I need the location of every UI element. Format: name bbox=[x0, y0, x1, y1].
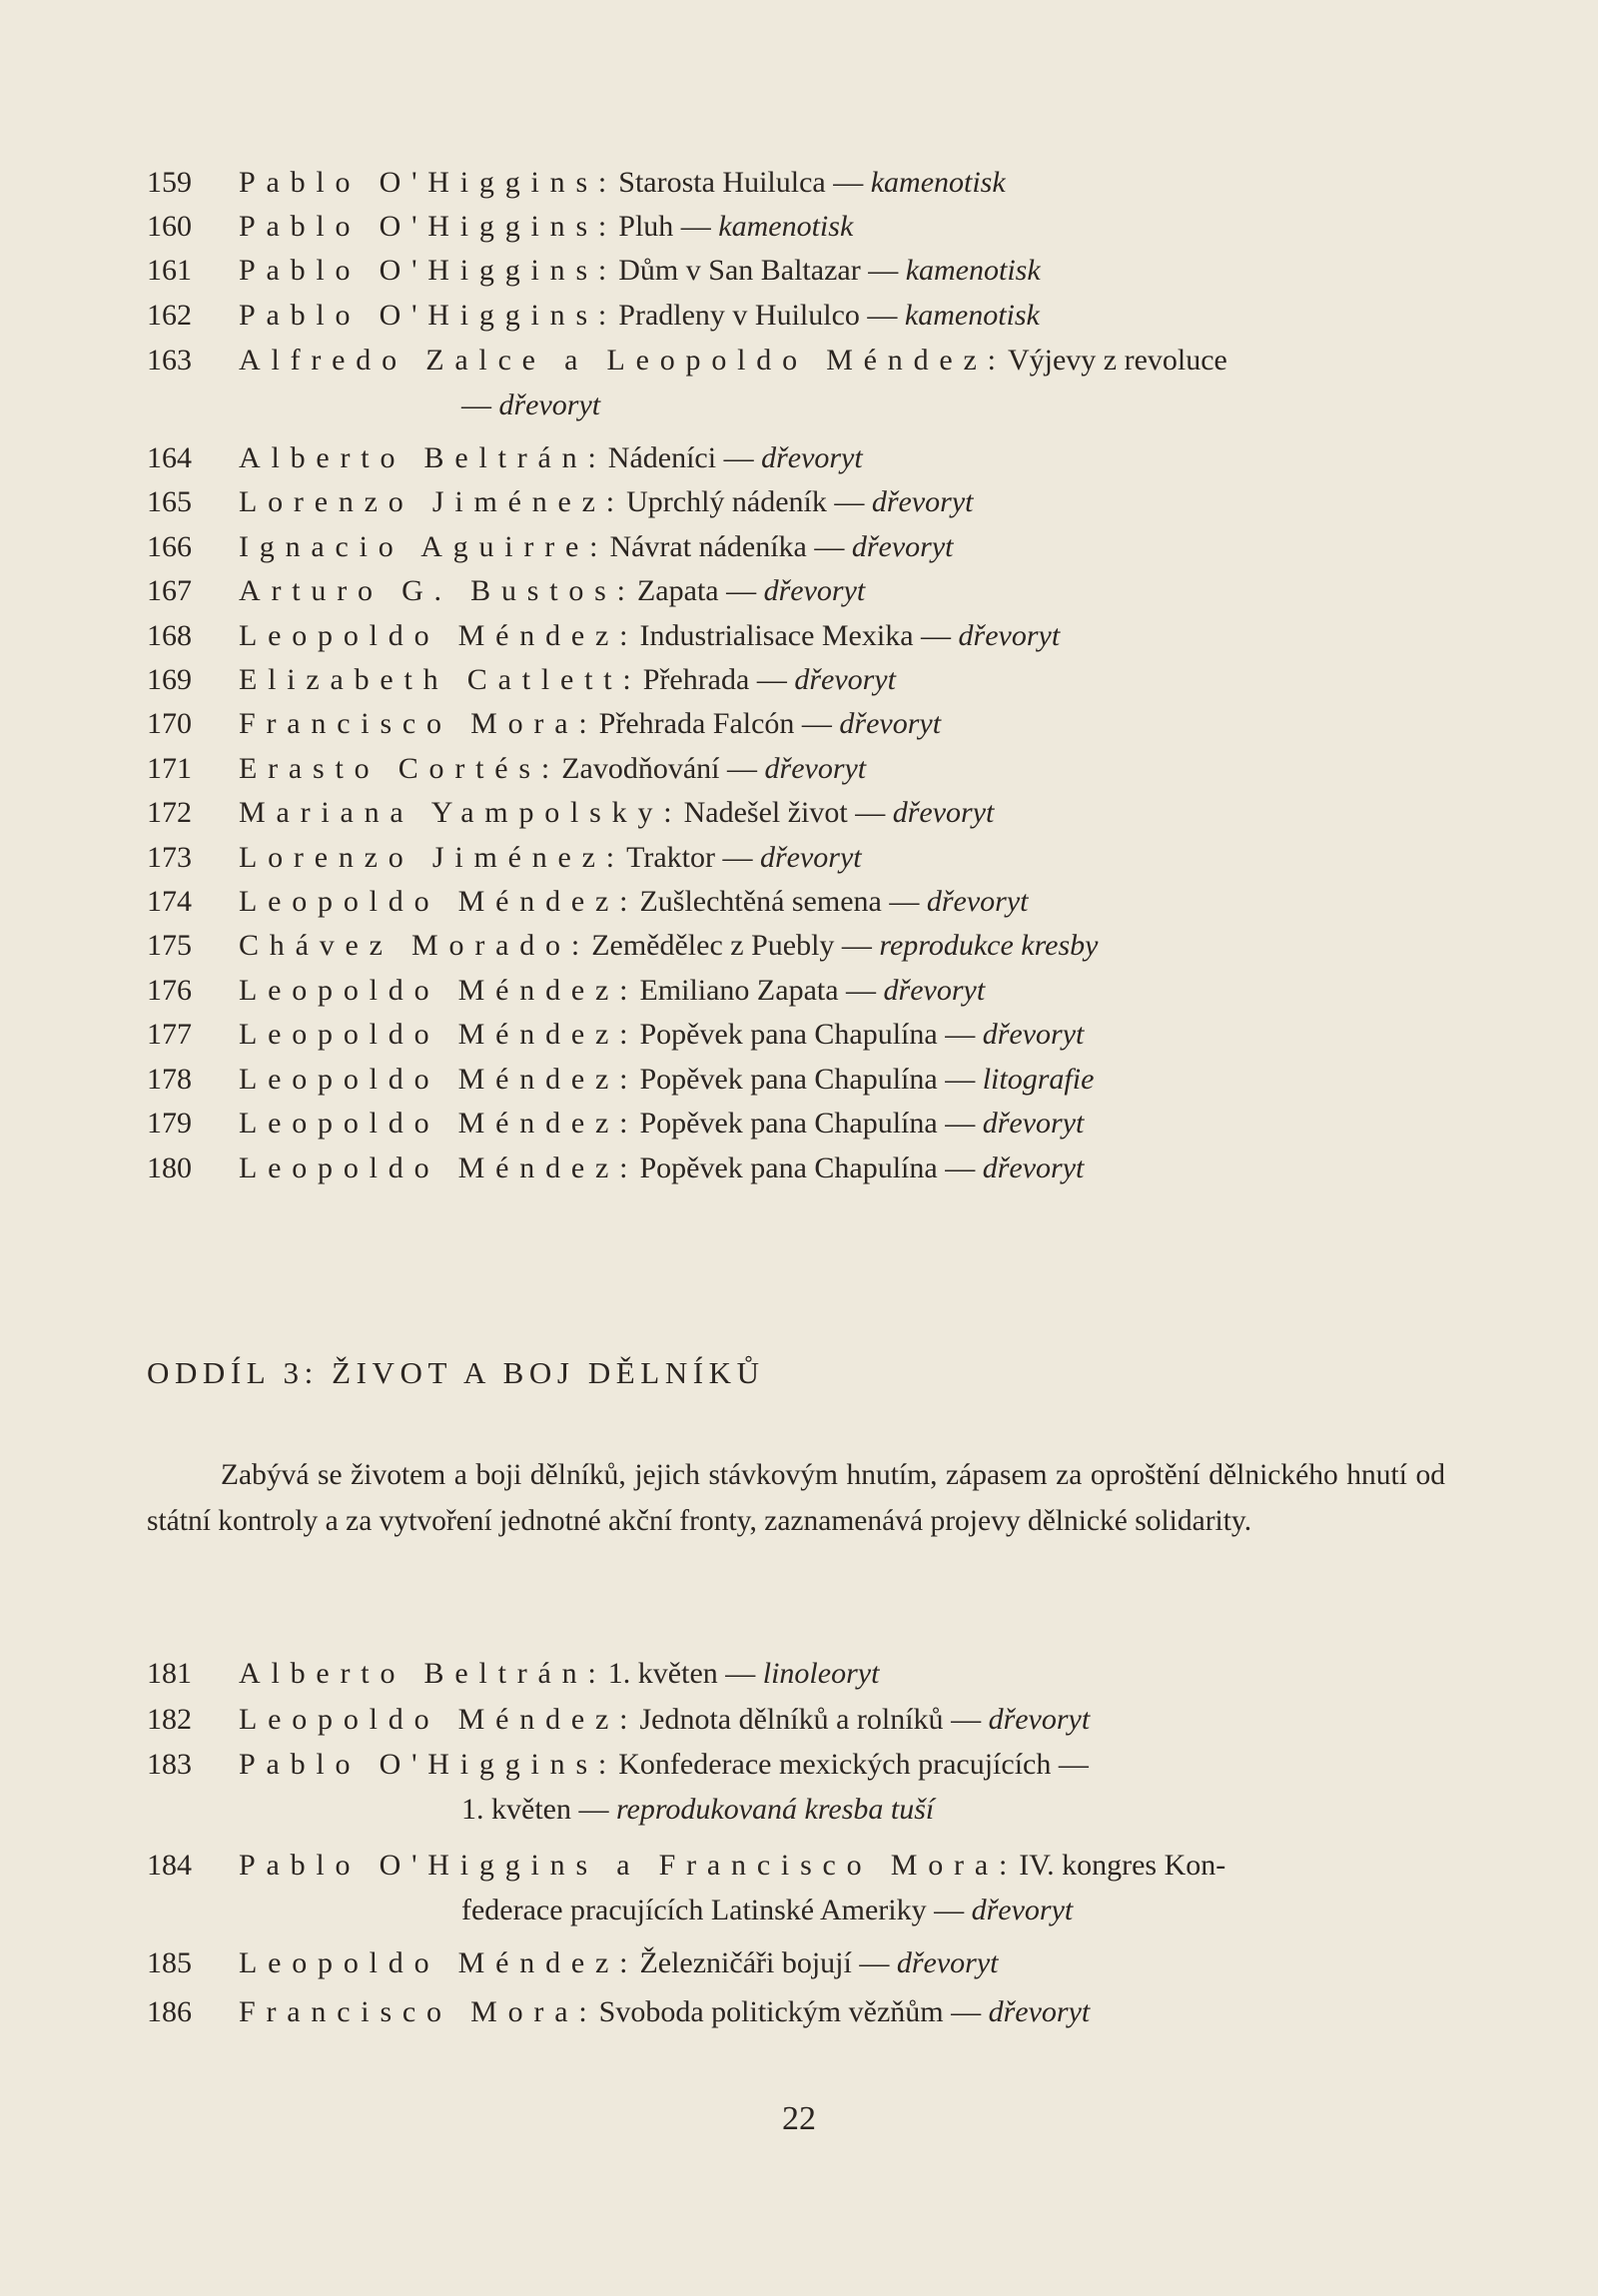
entry-author: Pablo O'Higgins bbox=[239, 210, 598, 243]
entry-author: Pablo O'Higgins bbox=[239, 1748, 598, 1781]
separator bbox=[919, 885, 927, 918]
dash: — bbox=[889, 885, 920, 918]
entry-number: 160 bbox=[147, 210, 192, 243]
entry-technique: kamenotisk bbox=[904, 299, 1040, 332]
entry-author: Pablo O'Higgins bbox=[239, 254, 598, 287]
catalogue-entry bbox=[147, 573, 865, 609]
entry-author: Leopoldo Méndez bbox=[239, 974, 620, 1007]
entry-title: Popěvek pana Chapulína bbox=[639, 1063, 938, 1096]
entry-title: Návrat nádeníka bbox=[609, 530, 807, 563]
entry-technique: kamenotisk bbox=[870, 166, 1006, 199]
entry-number: 177 bbox=[147, 1018, 192, 1051]
separator bbox=[914, 619, 922, 652]
catalogue-entry bbox=[147, 1656, 879, 1692]
entry-technique: dřevoryt bbox=[761, 441, 863, 474]
catalogue-entry bbox=[147, 529, 954, 565]
dash: — bbox=[727, 752, 758, 785]
entry-technique: dřevoryt bbox=[764, 752, 867, 785]
entry-title: Starosta Huilulca bbox=[618, 166, 826, 199]
catalogue-entry bbox=[147, 751, 866, 787]
entry-technique: dřevoryt bbox=[982, 1151, 1085, 1184]
entry-title: Přehrada bbox=[642, 663, 750, 696]
colon: : bbox=[597, 210, 607, 243]
catalogue-entry bbox=[147, 1017, 1084, 1053]
separator bbox=[794, 707, 802, 740]
dash: — bbox=[841, 929, 872, 962]
dash: — bbox=[868, 254, 899, 287]
dash: — bbox=[846, 974, 877, 1007]
separator bbox=[864, 485, 872, 518]
catalogue-entry bbox=[147, 1747, 1089, 1783]
colon: : bbox=[605, 841, 615, 874]
separator bbox=[964, 1894, 972, 1926]
entry-technique: dřevoryt bbox=[760, 841, 862, 874]
entry-author: Francisco Mora bbox=[239, 1995, 579, 2028]
colon: : bbox=[619, 619, 628, 652]
separator bbox=[927, 1894, 935, 1926]
entry-number: 185 bbox=[147, 1946, 192, 1979]
separator bbox=[719, 574, 727, 607]
colon: : bbox=[597, 299, 607, 332]
separator bbox=[981, 1703, 989, 1736]
entry-title-continued: 1. květen bbox=[461, 1793, 571, 1826]
entry-title: Výjevy z revoluce bbox=[1007, 344, 1227, 377]
separator bbox=[756, 574, 764, 607]
separator bbox=[981, 1995, 989, 2028]
entry-technique: dřevoryt bbox=[971, 1894, 1074, 1926]
catalogue-entry bbox=[147, 1994, 1090, 2030]
entry-title: Železničáři bojují bbox=[639, 1946, 852, 1979]
entry-number: 184 bbox=[147, 1849, 192, 1882]
dash: — bbox=[722, 841, 753, 874]
separator bbox=[844, 530, 852, 563]
colon: : bbox=[619, 1151, 628, 1184]
separator bbox=[975, 1107, 983, 1140]
dash: — bbox=[945, 1063, 976, 1096]
entry-author: Leopoldo Méndez bbox=[239, 1107, 620, 1140]
entry-number: 182 bbox=[147, 1703, 192, 1736]
colon: : bbox=[619, 1107, 628, 1140]
dash: — bbox=[726, 574, 757, 607]
catalogue-entry bbox=[147, 1106, 1084, 1142]
entry-technique: dřevoryt bbox=[982, 1107, 1085, 1140]
entry-technique: dřevoryt bbox=[896, 1946, 999, 1979]
separator bbox=[975, 1018, 983, 1051]
entry-technique: dřevoryt bbox=[498, 388, 601, 421]
entry-author: Leopoldo Méndez bbox=[239, 1018, 620, 1051]
separator bbox=[944, 1995, 952, 2028]
entry-number: 161 bbox=[147, 254, 192, 287]
colon: : bbox=[587, 441, 596, 474]
dash: — bbox=[945, 1151, 976, 1184]
entry-author: Alberto Beltrán bbox=[239, 441, 588, 474]
entry-title: Popěvek pana Chapulína bbox=[639, 1107, 938, 1140]
separator bbox=[720, 752, 728, 785]
entry-title: Popěvek pana Chapulína bbox=[639, 1151, 938, 1184]
entry-technique: dřevoryt bbox=[763, 574, 866, 607]
entry-author: Leopoldo Méndez bbox=[239, 1063, 620, 1096]
catalogue-entry bbox=[147, 706, 941, 742]
section-heading: ODDÍL 3: ŽIVOT A BOJ DĚLNÍKŮ bbox=[147, 1355, 765, 1390]
entry-number: 176 bbox=[147, 974, 192, 1007]
dash: — bbox=[814, 530, 845, 563]
colon: : bbox=[578, 707, 587, 740]
dash: — bbox=[723, 441, 754, 474]
entry-technique: kamenotisk bbox=[718, 210, 854, 243]
catalogue-entry bbox=[147, 484, 974, 520]
section-description: Zabývá se životem a boji dělníků, jejich stávkovým hnutím, zápasem za oproštění dělnického hnutí od státní kontroly a za vytvoření jednotné akční fronty, zaznamenává projevy dělnické solidarity. bbox=[147, 1459, 1445, 1537]
entry-author: Arturo G. Bustos bbox=[239, 574, 617, 607]
entry-title: Nadešel život bbox=[683, 796, 848, 829]
entry-author: Ignacio Aguirre bbox=[239, 530, 590, 563]
entry-author: Elizabeth Catlett bbox=[239, 663, 623, 696]
catalogue-entry bbox=[147, 840, 862, 876]
catalogue-entry bbox=[147, 795, 994, 831]
dash: — bbox=[756, 663, 787, 696]
entry-number: 169 bbox=[147, 663, 192, 696]
entry-title: Emiliano Zapata bbox=[639, 974, 839, 1007]
catalogue-entry bbox=[147, 1702, 1090, 1738]
catalogue-entry bbox=[147, 973, 985, 1009]
entry-number: 159 bbox=[147, 166, 192, 199]
entry-author: Mariana Yampolsky bbox=[239, 796, 664, 829]
entry-number: 175 bbox=[147, 929, 192, 962]
entry-title: Pradleny v Huilulco bbox=[618, 299, 860, 332]
entry-title: Industrialisace Mexika bbox=[639, 619, 914, 652]
dash: — bbox=[834, 485, 865, 518]
entry-technique: dřevoryt bbox=[958, 619, 1061, 652]
entry-title: IV. kongres Kon- bbox=[1019, 1849, 1226, 1882]
catalogue-entry bbox=[147, 1945, 999, 1981]
catalogue-entry bbox=[147, 440, 863, 476]
entry-title: Dům v San Baltazar bbox=[618, 254, 861, 287]
colon: : bbox=[540, 752, 550, 785]
catalogue-entry bbox=[147, 165, 1006, 201]
catalogue-entry bbox=[147, 1848, 1225, 1884]
entry-number: 165 bbox=[147, 485, 192, 518]
colon: : bbox=[616, 574, 625, 607]
entry-technique: litografie bbox=[982, 1063, 1095, 1096]
separator bbox=[608, 1793, 616, 1826]
dash: — bbox=[680, 210, 711, 243]
entry-author: Chávez Morado bbox=[239, 929, 571, 962]
entry-number: 163 bbox=[147, 344, 192, 377]
catalogue-entry bbox=[147, 253, 1041, 289]
separator bbox=[715, 841, 723, 874]
entry-number: 171 bbox=[147, 752, 192, 785]
dash: — bbox=[951, 1995, 982, 2028]
entry-technique: dřevoryt bbox=[794, 663, 896, 696]
dash: — bbox=[859, 1946, 890, 1979]
dash: — bbox=[921, 619, 952, 652]
separator bbox=[755, 1657, 763, 1690]
entry-author: Leopoldo Méndez bbox=[239, 619, 620, 652]
catalogue-entry bbox=[147, 209, 853, 245]
dash: — bbox=[833, 166, 864, 199]
entry-title: Svoboda politickým vězňům bbox=[598, 1995, 944, 2028]
entry-author: Leopoldo Méndez bbox=[239, 1151, 620, 1184]
entry-number: 179 bbox=[147, 1107, 192, 1140]
separator bbox=[749, 663, 757, 696]
entry-number: 183 bbox=[147, 1748, 192, 1781]
colon: : bbox=[605, 485, 615, 518]
entry-title: Nádeníci bbox=[607, 441, 717, 474]
colon: : bbox=[663, 796, 672, 829]
entry-technique: kamenotisk bbox=[905, 254, 1041, 287]
entry-number: 181 bbox=[147, 1657, 192, 1690]
separator bbox=[898, 254, 906, 287]
separator bbox=[839, 974, 847, 1007]
entry-title: Zavodňování bbox=[561, 752, 720, 785]
entry-title: Pluh bbox=[618, 210, 674, 243]
entry-title: Popěvek pana Chapulína bbox=[639, 1018, 938, 1051]
dash: — bbox=[461, 388, 491, 421]
catalogue-entry bbox=[147, 343, 1227, 379]
entry-author: Alberto Beltrán bbox=[239, 1657, 588, 1690]
catalogue-entry bbox=[147, 928, 1099, 964]
dash: — bbox=[855, 796, 886, 829]
entry-number: 180 bbox=[147, 1151, 192, 1184]
colon: : bbox=[597, 166, 607, 199]
entry-author: Leopoldo Méndez bbox=[239, 885, 620, 918]
entry-author: Leopoldo Méndez bbox=[239, 1703, 620, 1736]
entry-number: 164 bbox=[147, 441, 192, 474]
entry-number: 186 bbox=[147, 1995, 192, 2028]
entry-number: 173 bbox=[147, 841, 192, 874]
separator bbox=[876, 974, 884, 1007]
colon: : bbox=[622, 663, 631, 696]
entry-technique: dřevoryt bbox=[988, 1995, 1091, 2028]
separator bbox=[975, 1151, 983, 1184]
entry-number: 168 bbox=[147, 619, 192, 652]
catalogue-entry bbox=[147, 1150, 1084, 1186]
separator bbox=[673, 210, 681, 243]
entry-author: Pablo O'Higgins bbox=[239, 299, 598, 332]
dash: — bbox=[945, 1018, 976, 1051]
catalogue-entry bbox=[147, 884, 1028, 920]
entry-title: Zapata bbox=[636, 574, 719, 607]
separator bbox=[757, 752, 765, 785]
entry-number: 162 bbox=[147, 299, 192, 332]
colon: : bbox=[619, 885, 628, 918]
entry-author: Pablo O'Higgins a Francisco Mora bbox=[239, 1849, 999, 1882]
entry-technique: dřevoryt bbox=[883, 974, 986, 1007]
catalogue-entry bbox=[147, 1062, 1094, 1098]
entry-number: 166 bbox=[147, 530, 192, 563]
separator bbox=[863, 166, 871, 199]
page-number: 22 bbox=[782, 2100, 816, 2137]
entry-technique: dřevoryt bbox=[892, 796, 995, 829]
entry-technique: dřevoryt bbox=[851, 530, 954, 563]
catalogue-entry bbox=[147, 298, 1040, 334]
catalogue-entry-continuation bbox=[461, 387, 600, 423]
dash: — bbox=[945, 1107, 976, 1140]
entry-title: Jednota dělníků a rolníků bbox=[639, 1703, 944, 1736]
entry-title: Uprchlý nádeník bbox=[626, 485, 827, 518]
colon: : bbox=[578, 1995, 587, 2028]
separator bbox=[951, 619, 959, 652]
entry-title: Traktor bbox=[626, 841, 715, 874]
separator bbox=[975, 1063, 983, 1096]
entry-author: Alfredo Zalce a Leopoldo Méndez bbox=[239, 344, 988, 377]
colon: : bbox=[619, 1946, 628, 1979]
entry-title: Zušlechtěná semena bbox=[639, 885, 882, 918]
colon: : bbox=[589, 530, 598, 563]
entry-title-continued: federace pracujících Latinské Ameriky bbox=[461, 1894, 927, 1926]
colon: : bbox=[619, 1018, 628, 1051]
entry-number: 172 bbox=[147, 796, 192, 829]
entry-author: Francisco Mora bbox=[239, 707, 579, 740]
entry-author: Erasto Cortés bbox=[239, 752, 541, 785]
dash: — bbox=[867, 299, 898, 332]
entry-technique: dřevoryt bbox=[871, 485, 974, 518]
dash: — bbox=[725, 1657, 756, 1690]
colon: : bbox=[619, 1063, 628, 1096]
separator bbox=[897, 299, 905, 332]
entry-technique: dřevoryt bbox=[982, 1018, 1085, 1051]
colon: : bbox=[619, 974, 628, 1007]
separator bbox=[754, 441, 762, 474]
entry-technique: reprodukovaná kresba tuší bbox=[615, 1793, 935, 1826]
entry-title: Přehrada Falcón bbox=[598, 707, 795, 740]
entry-title: Zemědělec z Puebly bbox=[591, 929, 835, 962]
entry-technique: reprodukce kresby bbox=[879, 929, 1099, 962]
entry-technique: linoleoryt bbox=[762, 1657, 880, 1690]
separator bbox=[944, 1703, 952, 1736]
separator bbox=[889, 1946, 897, 1979]
separator bbox=[753, 841, 761, 874]
entry-technique: dřevoryt bbox=[988, 1703, 1091, 1736]
colon: : bbox=[619, 1703, 628, 1736]
entry-author: Lorenzo Jiménez bbox=[239, 485, 606, 518]
entry-number: 167 bbox=[147, 574, 192, 607]
entry-technique: dřevoryt bbox=[926, 885, 1029, 918]
entry-title: Konfederace mexických pracujících — bbox=[618, 1748, 1089, 1781]
dash: — bbox=[934, 1894, 965, 1926]
entry-title: 1. květen bbox=[607, 1657, 718, 1690]
separator bbox=[885, 796, 893, 829]
separator bbox=[716, 441, 724, 474]
catalogue-entry bbox=[147, 618, 1060, 654]
entry-number: 178 bbox=[147, 1063, 192, 1096]
entry-technique: dřevoryt bbox=[839, 707, 942, 740]
colon: : bbox=[998, 1849, 1008, 1882]
dash: — bbox=[801, 707, 832, 740]
separator bbox=[834, 929, 842, 962]
dash: — bbox=[578, 1793, 609, 1826]
colon: : bbox=[987, 344, 996, 377]
entry-author: Pablo O'Higgins bbox=[239, 166, 598, 199]
colon: : bbox=[597, 1748, 607, 1781]
separator bbox=[491, 388, 499, 421]
catalogue-entry-continuation bbox=[461, 1893, 1073, 1928]
catalogue-entry bbox=[147, 662, 896, 698]
colon: : bbox=[597, 254, 607, 287]
entry-author: Lorenzo Jiménez bbox=[239, 841, 606, 874]
colon: : bbox=[570, 929, 580, 962]
entry-author: Leopoldo Méndez bbox=[239, 1946, 620, 1979]
entry-number: 170 bbox=[147, 707, 192, 740]
entry-number: 174 bbox=[147, 885, 192, 918]
dash: — bbox=[951, 1703, 982, 1736]
colon: : bbox=[587, 1657, 596, 1690]
catalogue-entry-continuation bbox=[461, 1792, 934, 1828]
